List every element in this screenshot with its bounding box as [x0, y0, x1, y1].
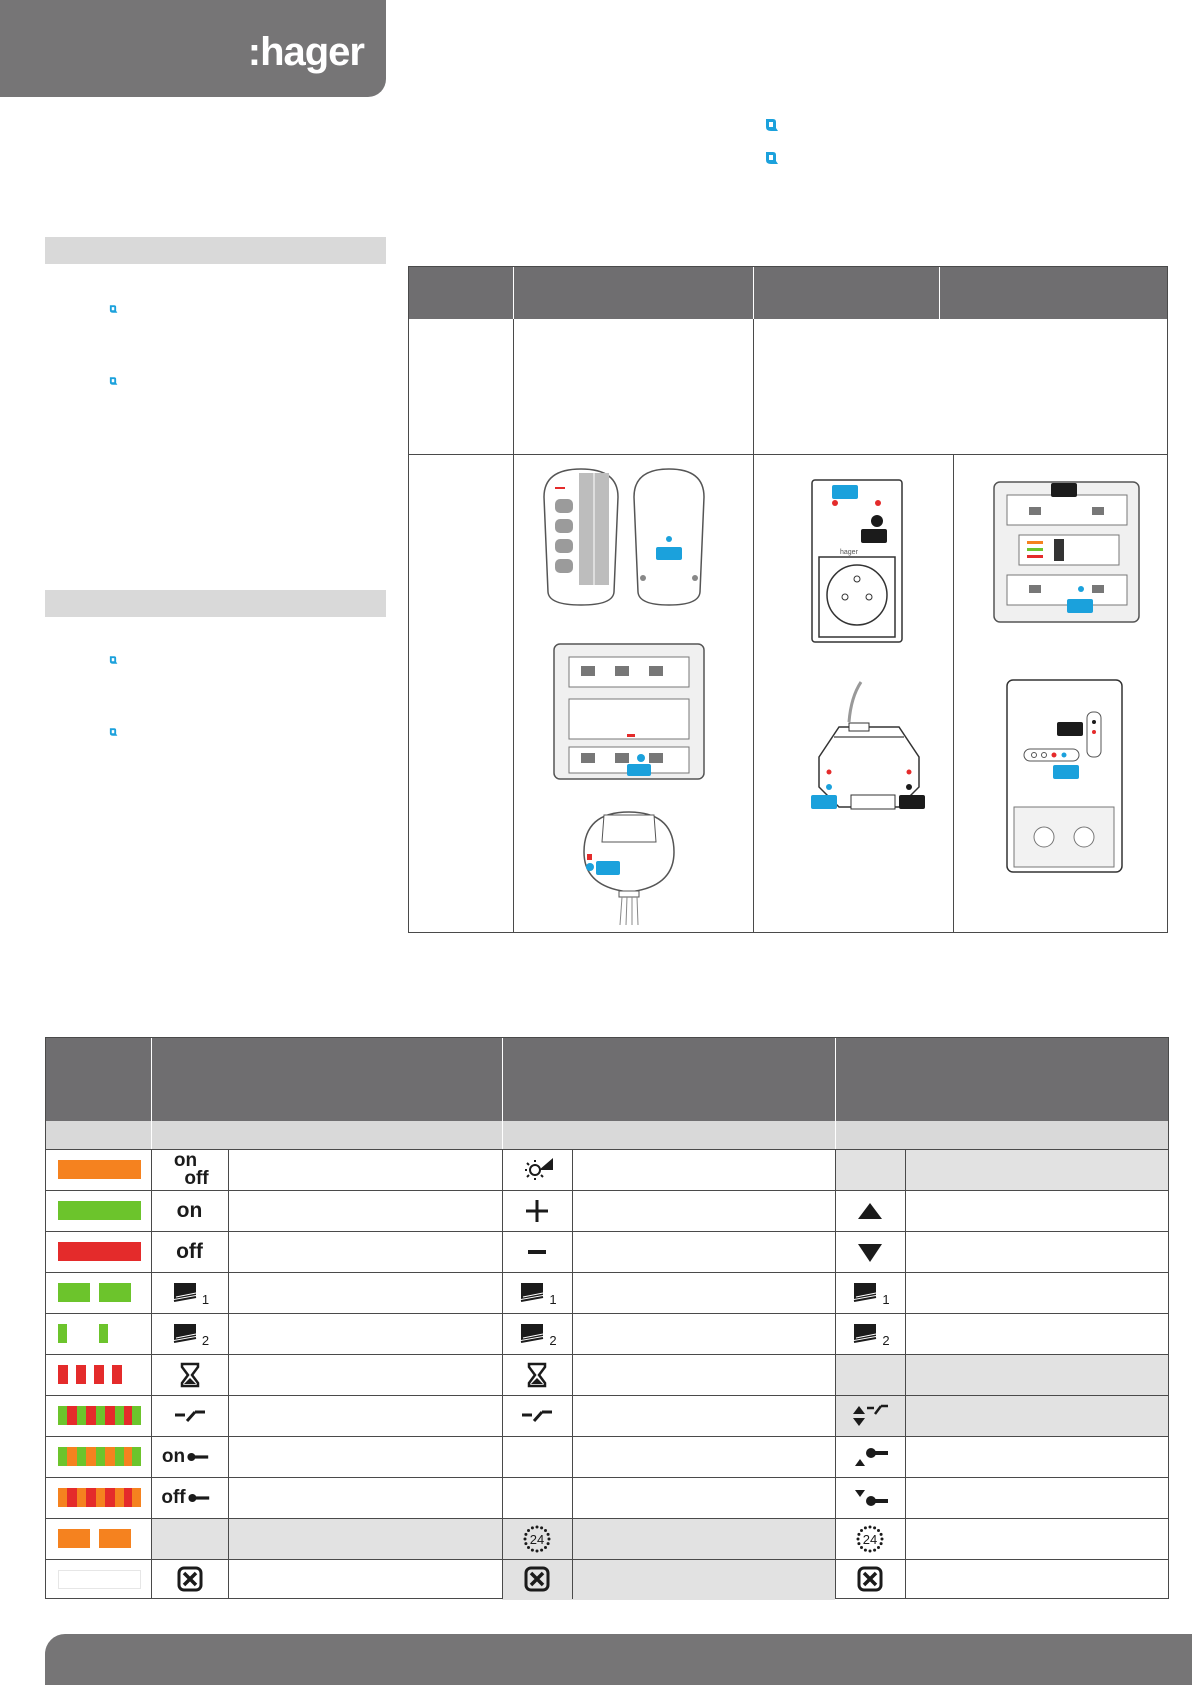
on-key-icon — [151, 1437, 228, 1477]
switch-icon — [517, 1400, 557, 1432]
scenario-1-icon — [151, 1273, 228, 1313]
off-label: off — [184, 1168, 209, 1189]
scene-number: 2 — [882, 1332, 890, 1348]
triangle-up-icon — [835, 1191, 905, 1231]
triangle-down-icon — [850, 1236, 890, 1268]
quicklink-q-icon — [108, 655, 118, 665]
key-icon — [186, 1482, 218, 1514]
led-signal-table — [45, 1037, 1169, 1599]
off-label: off — [176, 1240, 203, 1263]
micro-module-illustration — [574, 807, 684, 927]
up-down-switch-icon — [835, 1396, 905, 1436]
led-table-subheader — [46, 1121, 1168, 1149]
scenario-2-icon — [835, 1314, 905, 1354]
plus-icon — [517, 1195, 557, 1227]
scenario-1-icon — [835, 1273, 905, 1313]
led-pattern-swatch — [58, 1365, 141, 1384]
led-table-header — [46, 1038, 1168, 1121]
hourglass-icon — [151, 1355, 228, 1395]
cross-box-icon — [170, 1564, 210, 1596]
scene-number: 1 — [882, 1291, 890, 1307]
led-pattern-swatch — [58, 1324, 141, 1343]
down-key-icon — [835, 1478, 905, 1518]
switch-icon — [151, 1396, 228, 1436]
led-pattern-swatch — [58, 1529, 141, 1548]
socket-adapter-illustration — [807, 477, 907, 647]
cross-box-icon — [151, 1560, 228, 1600]
led-pattern-swatch — [58, 1283, 141, 1302]
triangle-down-icon — [835, 1232, 905, 1272]
cross-box-icon — [517, 1564, 557, 1596]
on-text — [151, 1191, 228, 1231]
led-pattern-swatch — [58, 1447, 141, 1466]
triangle-up-icon — [850, 1195, 890, 1227]
on-off-text — [151, 1150, 228, 1190]
quicklink-q-icon — [108, 304, 118, 314]
scene-number: 1 — [201, 1291, 210, 1307]
scenario-1-icon — [502, 1273, 572, 1313]
table-row — [46, 1518, 1168, 1559]
clock-label: 24 — [862, 1531, 878, 1547]
quicklink-q-icon — [763, 150, 779, 166]
scene-number: 2 — [549, 1332, 557, 1348]
plus-icon — [502, 1191, 572, 1231]
section-bar — [45, 237, 386, 264]
device-table-header — [409, 267, 1167, 319]
up-key-icon — [850, 1441, 890, 1473]
wall-box-illustration — [999, 677, 1129, 877]
scenario-2-icon — [151, 1314, 228, 1354]
quicklink-q-icon — [108, 727, 118, 737]
led-pattern-swatch — [58, 1242, 141, 1261]
brand-header — [0, 0, 386, 97]
clock-label: 24 — [529, 1531, 545, 1547]
junction-module-illustration — [789, 677, 939, 827]
clock-24-icon — [835, 1519, 905, 1559]
cross-box-icon — [502, 1560, 572, 1600]
clock-24-icon — [502, 1519, 572, 1559]
hourglass-icon — [170, 1359, 210, 1391]
scene-number: 1 — [549, 1291, 557, 1307]
on-label: on — [161, 1446, 186, 1467]
scenario-2-icon — [502, 1314, 572, 1354]
down-key-icon — [850, 1482, 890, 1514]
on-label: on — [176, 1199, 203, 1222]
scene-number: 2 — [201, 1332, 210, 1348]
hourglass-icon — [517, 1359, 557, 1391]
off-label: off — [161, 1487, 186, 1508]
switch-icon — [502, 1396, 572, 1436]
key-icon — [185, 1441, 217, 1473]
dim-light-icon — [517, 1154, 557, 1186]
hager-logo: :hager — [247, 30, 364, 74]
switch-insert-illustration — [989, 477, 1144, 627]
cross-box-icon — [835, 1560, 905, 1600]
minus-icon — [517, 1236, 557, 1268]
off-key-icon — [151, 1478, 228, 1518]
device-table — [408, 266, 1168, 933]
hourglass-icon — [502, 1355, 572, 1395]
quicklink-q-icon — [108, 376, 118, 386]
cross-box-icon — [850, 1564, 890, 1596]
up-key-icon — [835, 1437, 905, 1477]
led-pattern-swatch — [58, 1570, 141, 1589]
switch-icon — [170, 1400, 210, 1432]
quicklink-q-icon — [763, 117, 779, 133]
up-down-switch-icon — [850, 1400, 890, 1432]
led-pattern-swatch — [58, 1406, 141, 1425]
remote-control-illustration — [539, 467, 719, 607]
dim-light-icon — [502, 1150, 572, 1190]
led-pattern-swatch — [58, 1160, 141, 1179]
off-text — [151, 1232, 228, 1272]
flush-module-illustration — [549, 639, 709, 784]
device-brand-print: hager — [840, 549, 858, 556]
led-pattern-swatch — [58, 1488, 141, 1507]
on-label: on — [173, 1150, 198, 1171]
page-footer — [45, 1634, 1192, 1685]
led-pattern-swatch — [58, 1201, 141, 1220]
minus-icon — [502, 1232, 572, 1272]
section-bar — [45, 590, 386, 617]
